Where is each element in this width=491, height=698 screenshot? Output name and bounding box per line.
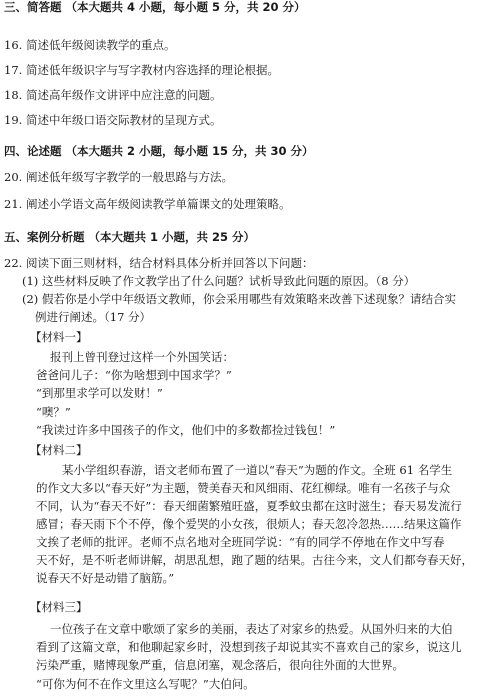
material-2-line: 天不好，是不听老师讲解，胡思乱想，跑了题的结果。古往今来，文人们都夸春天好， xyxy=(36,553,473,567)
section-5-note: （本大题共 1 小题，共 25 分） xyxy=(88,230,256,244)
question-22-part-2: (2) 假若你是小学中年级语文教师，你会采用哪些有效策略来改善下述现象？请结合实 xyxy=(22,292,456,306)
question-20: 20. 阐述低年级写字教学的一般思路与方法。 xyxy=(4,170,233,184)
question-16: 16. 简述低年级阅读教学的重点。 xyxy=(4,38,176,52)
material-2-line: 的作文大多以“春天好”为主题，赞美春天和风细雨、花红柳绿。唯有一名孩子与众 xyxy=(36,481,451,495)
question-22-stem: 22. 阅读下面三则材料，结合材料具体分析并回答以下问题： xyxy=(4,256,314,270)
question-22-part-1: (1) 这些材料反映了作文教学出了什么问题？试析导致此问题的原因。（8 分） xyxy=(22,274,416,288)
question-19: 19. 简述中年级口语交际教材的呈现方式。 xyxy=(4,113,222,127)
material-2-line: 不同，认为“春天不好”：春天细菌繁殖旺盛，夏季蚊虫都在这时滋生；春天易发流行 xyxy=(36,499,462,513)
question-21: 21. 阐述小学语文高年级阅读教学单篇课文的处理策略。 xyxy=(4,197,291,211)
material-1-line: “到那里求学可以发财！” xyxy=(36,386,163,400)
question-17: 17. 简述低年级识字与写字教材内容选择的理论根据。 xyxy=(4,63,279,77)
section-3-title: 三、简答题 xyxy=(4,0,62,14)
material-2-line: 感冒；春天雨下个不停，像个爱哭的小女孩，很烦人；春天忽冷忽热……结果这篇作 xyxy=(36,517,462,531)
material-1-label: 【材料一】 xyxy=(30,330,88,344)
section-3-note: （本大题共 4 小题，每小题 5 分，共 20 分） xyxy=(65,0,306,14)
material-1-line: 爸爸问儿子：“你为啥想到中国求学？” xyxy=(36,368,232,382)
material-2-label: 【材料二】 xyxy=(30,443,88,457)
material-1-line: 报刊上曾刊登过这样一个外国笑话： xyxy=(50,350,234,364)
section-4-title: 四、论述题 xyxy=(4,144,62,158)
material-1-line: “噢？” xyxy=(36,405,71,419)
material-2-line: 文挨了老师的批评。老师不点名地对全班同学说：“有的同学不停地在作文中写春 xyxy=(36,535,445,549)
material-3-line: 看到了这篇文章，和他聊起家乡时，没想到孩子却说其实不喜欢自己的家乡，说这儿 xyxy=(36,640,462,654)
question-18: 18. 简述高年级作文讲评中应注意的问题。 xyxy=(4,88,222,102)
section-5-title: 五、案例分析题 xyxy=(4,230,85,244)
material-1-line: “我读过许多中国孩子的作文，他们中的多数都捡过钱包！” xyxy=(36,423,336,437)
material-3-line: 污染严重，赌博现象严重，信息闭塞，观念落后，很向往外面的大世界。 xyxy=(36,658,404,672)
question-22-part-2-cont: 例进行阐述。（17 分） xyxy=(35,310,152,324)
material-3-line: “可你为何不在作文里这么写呢？”大伯问。 xyxy=(36,677,255,691)
section-4-note: （本大题共 2 小题，每小题 15 分，共 30 分） xyxy=(65,144,314,158)
material-2-line: 某小学组织春游，语文老师布置了一道以“春天”为题的作文。全班 61 名学生 xyxy=(62,463,453,477)
section-4-heading xyxy=(4,144,314,158)
material-2-line: 说春天不好是动错了脑筋。” xyxy=(36,571,175,585)
section-5-heading xyxy=(4,230,255,244)
material-3-line: 一位孩子在文章中歌颂了家乡的美丽，表达了对家乡的热爱。从国外归来的大伯 xyxy=(50,622,453,636)
section-3-heading xyxy=(4,0,306,14)
material-3-label: 【材料三】 xyxy=(30,600,88,614)
